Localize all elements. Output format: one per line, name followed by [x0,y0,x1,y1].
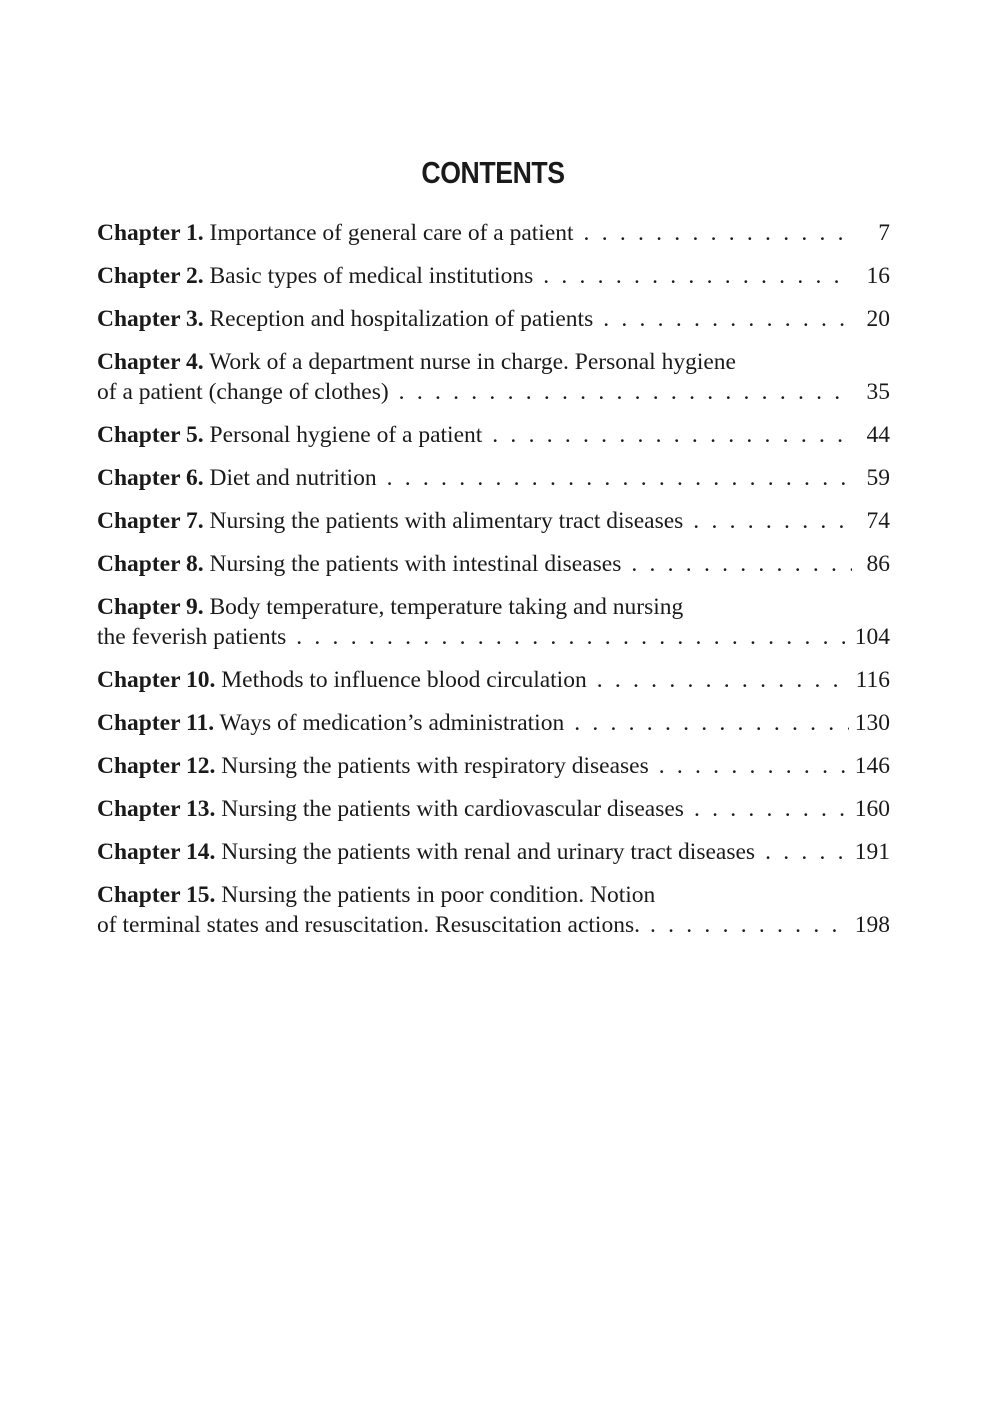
toc-entry-5[interactable] [97,420,890,450]
page-number: 7 [878,220,890,246]
dot-leader [543,261,852,291]
chapter-title: Nursing the patients with respiratory diseases [221,753,649,779]
chapter-title: Personal hygiene of a patient [209,422,483,448]
chapter-number: Chapter 9. [97,594,204,620]
chapter-number: Chapter 2. [97,263,204,289]
dot-leader [597,665,850,695]
page-number: 35 [866,379,890,405]
page-number: 160 [854,796,890,822]
toc-entry-1[interactable] [97,218,890,248]
chapter-title: Body temperature, temperature taking and nursing [209,594,684,620]
page-title: CONTENTS [421,155,565,190]
toc-entry-15[interactable] [97,880,890,940]
page-number: 59 [866,465,890,491]
toc-entry-9[interactable] [97,592,890,652]
toc-entry-10[interactable] [97,665,890,695]
toc-entry-3[interactable] [97,304,890,334]
toc-entry-7[interactable] [97,506,890,536]
chapter-title-continued: of terminal states and resuscitation. Resuscitation actions. [97,912,640,938]
toc-entry-4[interactable] [97,347,890,407]
page-number: 191 [854,839,890,865]
page-number: 74 [866,508,890,534]
page-number: 116 [855,667,890,693]
page-number: 16 [866,263,890,289]
page-number: 86 [866,551,890,577]
chapter-number: Chapter 11. [97,710,215,736]
page-number: 104 [854,624,890,650]
chapter-number: Chapter 8. [97,551,204,577]
toc-entry-6[interactable] [97,463,890,493]
dot-leader [492,420,852,450]
dot-leader [584,218,852,248]
chapter-title: Nursing the patients in poor condition. Notion [221,882,656,908]
chapter-title: Basic types of medical institutions [209,263,534,289]
chapter-number: Chapter 4. [97,349,204,375]
toc-entry-2[interactable] [97,261,890,291]
dot-leader [650,910,849,940]
chapter-title: Reception and hospitalization of patients [209,306,594,332]
dot-leader [296,622,849,652]
toc-entry-13[interactable] [97,794,890,824]
dot-leader [659,751,849,781]
chapter-number: Chapter 12. [97,753,216,779]
page-number: 146 [854,753,890,779]
chapter-number: Chapter 13. [97,796,216,822]
page-number: 198 [854,912,890,938]
dot-leader [399,377,852,407]
dot-leader [387,463,852,493]
chapter-title: Nursing the patients with cardiovascular diseases [221,796,684,822]
chapter-title: Nursing the patients with renal and urinary tract diseases [221,839,756,865]
chapter-title-continued: the feverish patients [97,624,287,650]
dot-leader [694,794,849,824]
chapter-number: Chapter 14. [97,839,216,865]
chapter-number: Chapter 6. [97,465,204,491]
page-number: 44 [866,422,890,448]
dot-leader [574,708,849,738]
chapter-title: Ways of medication’s administration [219,710,565,736]
chapter-title: Nursing the patients with alimentary tract diseases [209,508,684,534]
chapter-title: Importance of general care of a patient [209,220,574,246]
page-number: 130 [854,710,890,736]
toc-entry-8[interactable] [97,549,890,579]
dot-leader [631,549,852,579]
chapter-number: Chapter 5. [97,422,204,448]
chapter-title: Nursing the patients with intestinal diseases [209,551,622,577]
dot-leader [603,304,852,334]
toc-entry-14[interactable] [97,837,890,867]
dot-leader [765,837,849,867]
chapter-title: Diet and nutrition [209,465,377,491]
chapter-number: Chapter 1. [97,220,204,246]
chapter-number: Chapter 10. [97,667,216,693]
chapter-number: Chapter 7. [97,508,204,534]
chapter-number: Chapter 15. [97,882,216,908]
chapter-title: Methods to influence blood circulation [221,667,587,693]
toc-entry-12[interactable] [97,751,890,781]
chapter-title: Work of a department nurse in charge. Personal hygiene [209,349,736,375]
table-of-contents [97,218,890,953]
chapter-number: Chapter 3. [97,306,204,332]
page-number: 20 [866,306,890,332]
toc-entry-11[interactable] [97,708,890,738]
dot-leader [693,506,852,536]
chapter-title-continued: of a patient (change of clothes) [97,379,389,405]
